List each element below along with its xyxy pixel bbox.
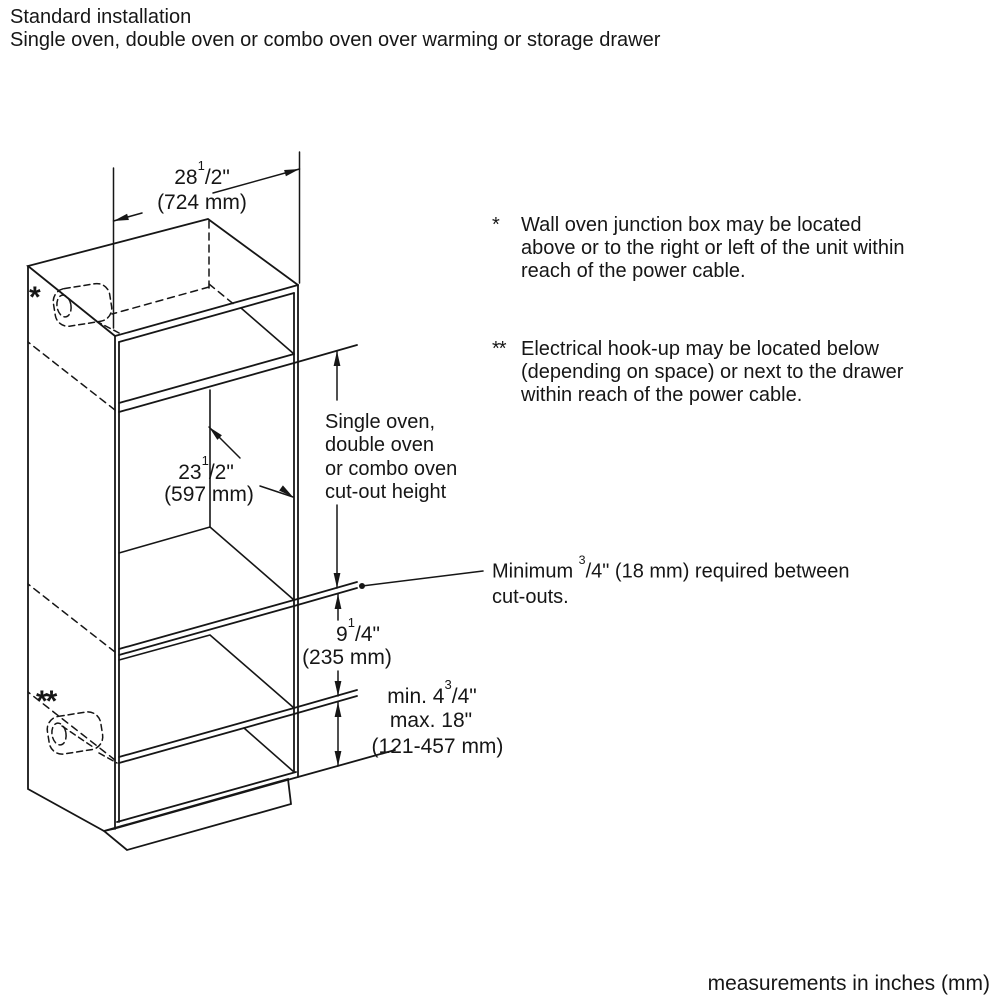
cabinet-plinth (104, 779, 291, 850)
title-line-1: Standard installation (10, 6, 192, 28)
junction-box-marker: * (29, 281, 39, 314)
dim-cavity-metric: (597 mm) (164, 483, 254, 506)
dim-width-metric: (724 mm) (157, 191, 247, 214)
callout-line2: cut-outs. (492, 585, 569, 608)
note2-text: Electrical hook-up may be located below (depending on space) or next to the drawer within reach of the power cable. (521, 338, 904, 406)
hookup-box-bottom (45, 710, 117, 763)
cabinet-front-frame (113, 285, 395, 829)
cabinet-top-face (28, 219, 298, 336)
dimension-minmax (335, 702, 342, 766)
callout-line1: Minimum $^3$/4" (18 mm) required between (492, 553, 850, 583)
page-title (10, 6, 660, 52)
hookup-marker: ** (36, 685, 56, 718)
junction-box-top (51, 282, 121, 334)
dim-drawer-value: $9^1/4$" (336, 614, 380, 646)
dim-cavity-value: $23^1/2$" (178, 452, 234, 484)
title-line-2: Single oven, double oven or combo oven over warming or storage drawer (10, 29, 661, 51)
note1-marker: * (492, 214, 499, 236)
cutout-height-label: Single oven, double oven or combo oven cut-out height (325, 411, 458, 504)
note1-text: Wall oven junction box may be located above or to the right or left of the unit within reach of the power cable. (521, 214, 905, 282)
dim-minmax-metric: (121-457 mm) (371, 735, 504, 758)
dim-minmax-min: min. $4^3/4$" (387, 676, 477, 708)
dim-drawer-metric: (235 mm) (302, 646, 392, 669)
note2-marker: ** (492, 338, 506, 360)
note-junction-box (492, 214, 905, 283)
callout-leader (359, 571, 483, 589)
dim-minmax-max: max. 18" (389, 709, 473, 732)
callout-minimum-gap (492, 554, 849, 610)
note-hookup (492, 338, 903, 407)
dim-width-value: $28^1/2$" (174, 157, 230, 189)
units-note: measurements in inches (mm) (707, 972, 990, 995)
